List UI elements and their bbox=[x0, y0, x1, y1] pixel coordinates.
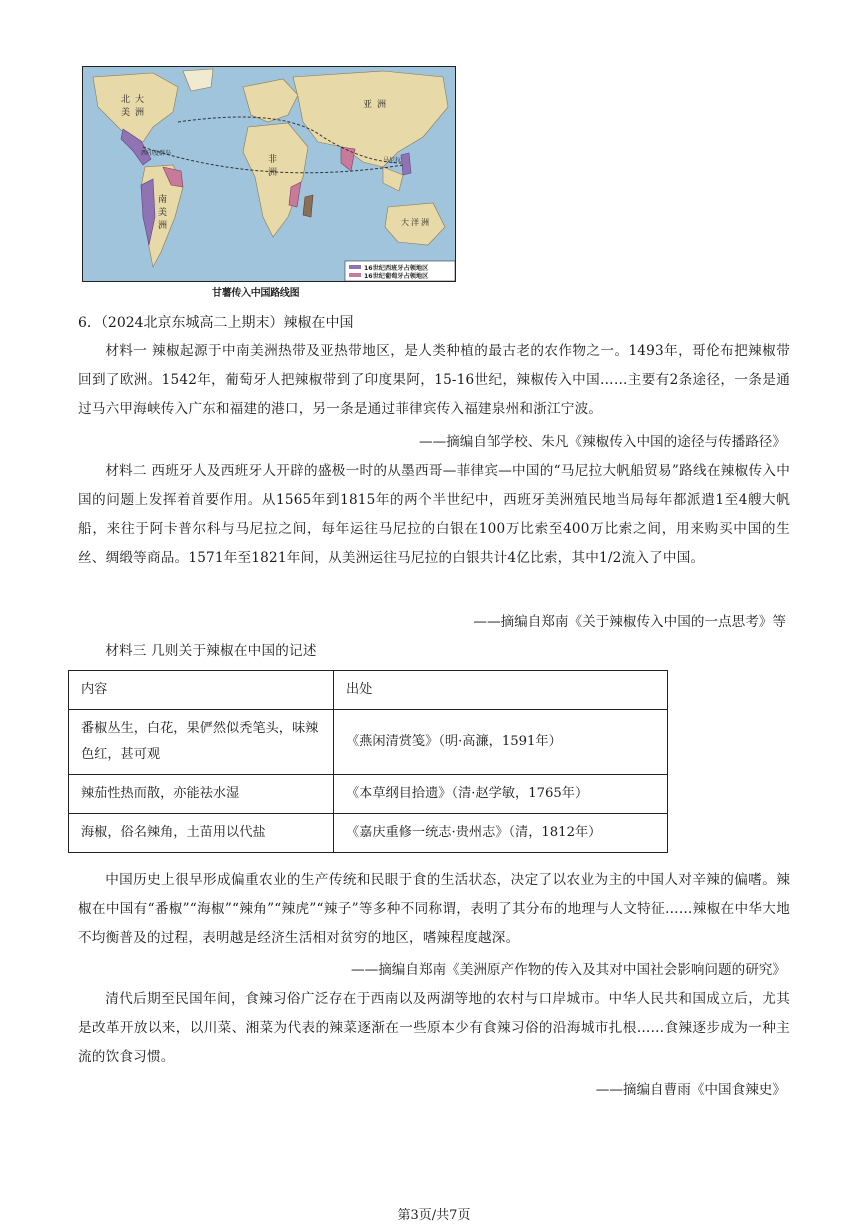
material-1-text: 材料一 辣椒起源于中南美洲热带及亚热带地区，是人类种植的最古老的农作物之一。1493年，哥伦布把辣椒带回到了欧洲。1542年，葡萄牙人把辣椒带到了印度果阿，15-16世纪，辣椒传入中国……主要有2条途径，一条是通过马六甲海峡传入广东和福建的港口，另一条是通过菲律宾传入福建泉州和浙江宁波。 bbox=[78, 343, 790, 417]
legend-label-spain: 16世纪西班牙占领地区 bbox=[364, 265, 429, 272]
material-2-source: ——摘编自郑南《关于辣椒传入中国的一点思考》等 bbox=[473, 614, 786, 630]
table-cell-content: 海椒，俗名辣角，土苗用以代盐 bbox=[69, 814, 334, 853]
material-3-source-2: ——摘编自曹雨《中国食辣史》 bbox=[595, 1082, 786, 1098]
table-row bbox=[69, 814, 668, 853]
map-label-west-indies: 西印度群岛 bbox=[141, 150, 172, 157]
map-label-manila: 马尼拉 bbox=[383, 157, 402, 164]
table-cell-source: 《本草纲目拾遗》（清·赵学敏，1765年） bbox=[334, 775, 668, 814]
map-label-asia: 亚 bbox=[363, 100, 373, 110]
material-2-text: 材料二 西班牙人及西班牙人开辟的盛极一时的从墨西哥—菲律宾—中国的“马尼拉大帆船贸易”路线在辣椒传入中国的问题上发挥着首要作用。从1565年到1815年的两个半世纪中，西班牙美洲殖民地当局每年都派遣1至4艘大帆船，来往于阿卡普尔科与马尼拉之间，每年运往马尼拉的白银在100万比索至400万比索之间，用来购买中国的生丝、绸缎等商品。1571年至1821年间，从美洲运往马尼拉的白银共计4亿比索，其中1/2流入了中国。 bbox=[78, 463, 790, 566]
material-1-source: ——摘编自邹学校、朱凡《辣椒传入中国的途径与传播路径》 bbox=[418, 434, 786, 450]
map-image bbox=[82, 66, 456, 282]
map-label-south-america-3: 洲 bbox=[158, 221, 168, 231]
map-label-north-america-2: 大 bbox=[135, 95, 145, 105]
records-table bbox=[68, 670, 668, 853]
map-label-south-america-2: 美 bbox=[158, 208, 168, 218]
world-map-graphic bbox=[83, 67, 456, 282]
question-title: 6．（2024北京东城高二上期末）辣椒在中国 bbox=[78, 315, 354, 331]
table-row bbox=[69, 710, 668, 775]
map-label-north-america: 北 bbox=[121, 95, 131, 105]
map-label-asia-2: 洲 bbox=[377, 100, 387, 110]
material-3-paragraph-2: 清代后期至民国年间，食辣习俗广泛存在于西南以及两湖等地的农村与口岸城市。中华人民共和国成立后，尤其是改革开放以来，以川菜、湘菜为代表的辣菜逐渐在一些原本少有食辣习俗的沿海城市扎根……食辣逐步成为一种主流的饮食习惯。 bbox=[78, 991, 790, 1065]
table-header-row bbox=[69, 671, 668, 710]
table-cell-source: 《燕闲清赏笺》（明·高濂，1591年） bbox=[334, 710, 668, 775]
table-header-source: 出处 bbox=[334, 671, 668, 710]
table-header-content: 内容 bbox=[69, 671, 334, 710]
material-3-paragraph-1: 中国历史上很早形成偏重农业的生产传统和民眼于食的生活状态，决定了以农业为主的中国人对辛辣的偏嗜。辣椒在中国有“番椒”“海椒”“辣角”“辣虎”“辣子”等多种不同称谓，表明了其分布的地理与人文特征……辣椒在中华大地不均衡普及的过程，表明越是经济生活相对贫穷的地区，嗜辣程度越深。 bbox=[78, 872, 790, 946]
material-3-title: 材料三 几则关于辣椒在中国的记述 bbox=[105, 643, 317, 659]
legend-label-portugal: 16世纪葡萄牙占领地区 bbox=[364, 273, 429, 280]
material-3-source-1: ——摘编自郑南《美洲原产作物的传入及其对中国社会影响问题的研究》 bbox=[351, 962, 786, 978]
legend-swatch-portugal bbox=[349, 273, 361, 277]
map-label-south-america: 南 bbox=[158, 195, 168, 205]
table-cell-content: 辣茄性热而散，亦能祛水湿 bbox=[69, 775, 334, 814]
map-label-oceania: 大 bbox=[401, 218, 409, 227]
map-label-oceania-3: 洲 bbox=[421, 218, 429, 227]
map-label-oceania-2: 洋 bbox=[411, 218, 419, 227]
map-label-africa-2: 洲 bbox=[268, 168, 278, 178]
table-cell-source: 《嘉庆重修一统志·贵州志》（清，1812年） bbox=[334, 814, 668, 853]
map-label-north-america-3: 美 bbox=[121, 108, 131, 118]
table-cell-content: 番椒丛生，白花，果俨然似秃笔头，味辣色红，甚可观 bbox=[69, 710, 334, 775]
map-label-africa: 非 bbox=[268, 155, 278, 165]
map-label-north-america-4: 洲 bbox=[135, 108, 145, 118]
map-caption: 甘薯传入中国路线图 bbox=[212, 288, 300, 299]
table-row bbox=[69, 775, 668, 814]
legend-swatch-spain bbox=[349, 265, 361, 269]
page-number: 第3页/共7页 bbox=[397, 1208, 471, 1223]
